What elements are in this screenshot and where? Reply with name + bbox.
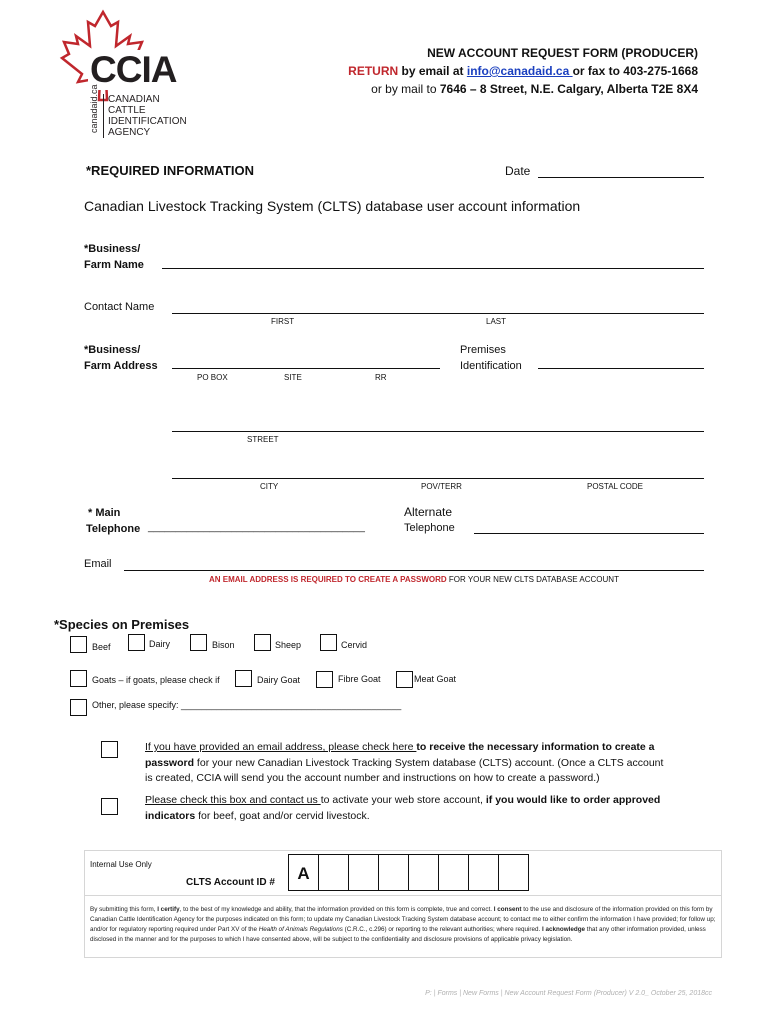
fibre-goat-checkbox[interactable]	[316, 671, 333, 688]
cervid-checkbox[interactable]	[320, 634, 337, 651]
logo-name-line: AGENCY	[108, 127, 151, 138]
business-name-field[interactable]	[162, 268, 704, 269]
account-id-cell[interactable]	[349, 854, 379, 891]
email-consent-link[interactable]: If you have provided an email address, please check here	[145, 741, 417, 753]
meat-goat-checkbox[interactable]	[396, 671, 413, 688]
account-id-cell[interactable]	[469, 854, 499, 891]
po-box-caption: PO BOX	[197, 373, 228, 382]
web-store-link[interactable]: Please check this box and contact us	[145, 794, 321, 806]
city-caption: CITY	[260, 482, 279, 491]
form-title: NEW ACCOUNT REQUEST FORM (PRODUCER)	[427, 46, 698, 60]
email-consent-line2: for your new Canadian Livestock Tracking System database (CLTS) account. (Once a CLTS account	[194, 756, 664, 769]
logo-name-line: CATTLE	[108, 105, 146, 116]
premises-id-field[interactable]	[538, 368, 704, 369]
web-store-line2: for beef, goat and/or cervid livestock.	[195, 809, 370, 822]
city-prov-postal-field[interactable]	[172, 478, 704, 479]
sheep-checkbox[interactable]	[254, 634, 271, 651]
premises-label: Premises	[460, 344, 506, 356]
footer-path: P: | Forms | New Forms | New Account Request Form (Producer) V 2.0_ October 25, 2018cc	[425, 990, 712, 997]
email-note-rest: FOR YOUR NEW CLTS DATABASE ACCOUNT	[446, 575, 619, 584]
other-species-checkbox[interactable]	[70, 699, 87, 716]
ccia-logo	[58, 8, 198, 143]
web-store-bold: if you would like to order approved	[485, 794, 661, 806]
species-heading: *Species on Premises	[54, 617, 190, 632]
alt-telephone-field[interactable]	[474, 533, 704, 534]
business-name-label: *Business/	[84, 243, 141, 255]
premises-label-2: Identification	[460, 360, 522, 372]
street-field[interactable]	[172, 431, 704, 432]
account-id-cell: A	[288, 854, 319, 891]
account-id-cell[interactable]	[499, 854, 529, 891]
meat-goat-label: Meat Goat	[414, 674, 457, 684]
mail-prefix: or by mail to	[371, 82, 440, 96]
bison-checkbox[interactable]	[190, 634, 207, 651]
other-species-field[interactable]: Other, please specify: ____________________________________________	[92, 700, 402, 710]
address-label: *Business/	[84, 344, 141, 356]
account-id-grid	[288, 854, 529, 891]
required-heading: *REQUIRED INFORMATION	[86, 163, 255, 178]
contact-name-field[interactable]	[172, 313, 704, 314]
internal-use-label: Internal Use Only	[90, 860, 152, 869]
fibre-goat-label: Fibre Goat	[338, 674, 381, 684]
logo-vertical-text: canadaid.ca	[89, 84, 99, 133]
logo-name-line: IDENTIFICATION	[108, 116, 187, 127]
postal-caption: POSTAL CODE	[587, 482, 644, 491]
po-box-site-rr-field[interactable]	[172, 368, 440, 369]
email-consent-bold: to receive the necessary information to create a	[416, 741, 655, 753]
email-link[interactable]: info@canadaid.ca	[466, 64, 573, 78]
email-consent-line3: is created, CCIA will send you the account number and instructions on how to create a password.)	[145, 772, 600, 784]
fax-text: or fax to 403-275-1668	[572, 64, 698, 78]
beef-checkbox[interactable]	[70, 636, 87, 653]
dairy-goat-checkbox[interactable]	[235, 670, 252, 687]
mail-address: 7646 – 8 Street, N.E. Calgary, Alberta T2E 8X4	[439, 82, 698, 96]
cervid-label: Cervid	[341, 640, 368, 650]
main-telephone-field[interactable]: _______________________________________	[148, 522, 365, 533]
account-id-cell[interactable]	[439, 854, 469, 891]
return-word: RETURN	[348, 64, 399, 78]
main-telephone-label: * Main	[88, 507, 121, 519]
prov-caption: POV/TERR	[421, 482, 462, 491]
alt-telephone-label-2: Telephone	[404, 522, 455, 534]
goats-checkbox[interactable]	[70, 670, 87, 687]
dairy-label: Dairy	[149, 639, 171, 649]
bison-label: Bison	[212, 640, 235, 650]
contact-name-label: Contact Name	[84, 301, 155, 313]
account-id-cell[interactable]	[319, 854, 349, 891]
date-label: Date	[505, 164, 531, 178]
logo-abbrev: CCIA	[90, 49, 177, 90]
form-header	[348, 44, 698, 98]
site-caption: SITE	[284, 373, 302, 382]
rr-caption: RR	[375, 373, 387, 382]
goats-label: Goats – if goats, please check if	[92, 675, 220, 685]
account-id-cell[interactable]	[379, 854, 409, 891]
account-id-label: CLTS Account ID #	[186, 877, 275, 888]
email-label: Email	[84, 558, 112, 570]
beef-label: Beef	[92, 642, 111, 652]
sheep-label: Sheep	[275, 640, 302, 650]
logo-name-line: CANADIAN	[108, 94, 160, 105]
legal-text: By submitting this form, I certify, to the best of my knowledge and ability, that the information provided on this form is complete, true and correct. I consent to the use and disclosure of the information provided on this form by Canadian Cattle Identification Agency for the purposes indicated on this form; to update my Canadian Livestock Tracking System database account; to contact me to either confirm the information I have provided; for follow up; and/or for regulatory reporting required under Part XV of the Health of Animals Regulations (C.R.C., c.296) or reporting to the relevant authorities; where required. I acknowledge that any other information provided, unless disclosed in the manner and for the purposes to which I have consented above, will be subject to the confidentiality and disclosure provisions of applicable privacy legislation.	[90, 906, 716, 943]
dairy-checkbox[interactable]	[128, 634, 145, 651]
web-store-checkbox[interactable]	[101, 798, 118, 815]
address-label-2: Farm Address	[84, 360, 158, 372]
account-id-cell[interactable]	[409, 854, 439, 891]
email-field[interactable]	[124, 570, 704, 571]
first-name-caption: FIRST	[271, 317, 295, 326]
email-note-required: AN EMAIL ADDRESS IS REQUIRED TO CREATE A PASSWORD	[209, 575, 447, 584]
business-name-label-2: Farm Name	[84, 259, 144, 271]
main-telephone-label-2: Telephone	[86, 523, 141, 535]
internal-divider	[84, 895, 721, 896]
web-store-text: to activate your web store account,	[320, 794, 486, 806]
last-name-caption: LAST	[486, 317, 507, 326]
logo-divider	[103, 94, 104, 138]
street-caption: STREET	[247, 435, 279, 444]
date-field[interactable]	[538, 177, 704, 178]
email-consent-checkbox[interactable]	[101, 741, 118, 758]
by-email-text: by email at	[398, 64, 467, 78]
dairy-goat-label: Dairy Goat	[257, 675, 301, 685]
password-word: password	[145, 756, 195, 769]
form-subtitle: Canadian Livestock Tracking System (CLTS) database user account information	[84, 198, 581, 214]
indicators-word: indicators	[145, 809, 196, 822]
alt-telephone-label: Alternate	[404, 505, 453, 519]
